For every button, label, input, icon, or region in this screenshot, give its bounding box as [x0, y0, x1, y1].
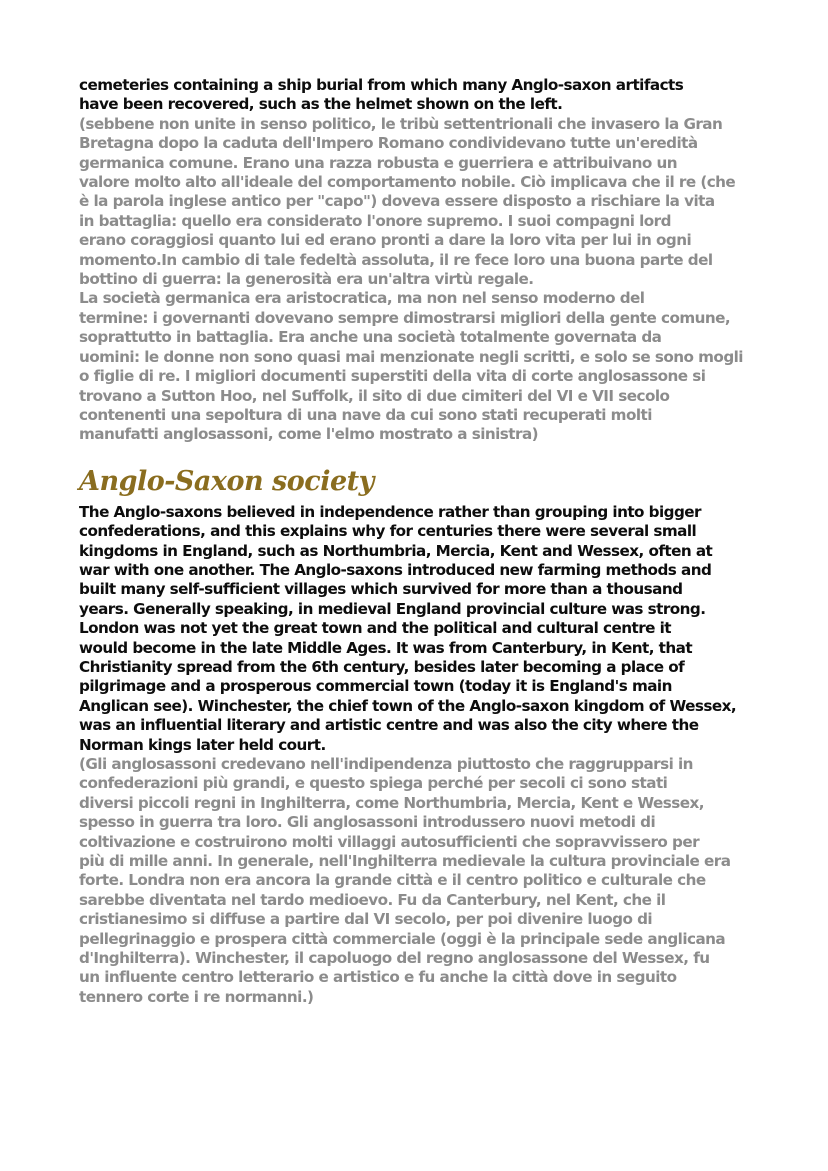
text-line: tennero corte i re normanni.): [79, 987, 314, 1006]
text-line: trovano a Sutton Hoo, nel Suffolk, il sito di due cimiteri del VI e VII secolo: [79, 386, 670, 405]
text-line: in battaglia: quello era considerato l'onore supremo. I suoi compagni lord: [79, 211, 671, 230]
text-line: years. Generally speaking, in medieval England provincial culture was strong.: [79, 599, 706, 618]
text-line: Bretagna dopo la caduta dell'Impero Romano condividevano tutte un'eredità: [79, 134, 698, 153]
text-line: pilgrimage and a prosperous commercial town (today it is England's main: [79, 677, 672, 696]
text-line: cemeteries containing a ship burial from which many Anglo-saxon artifacts: [79, 76, 684, 94]
text-line: built many self-sufficient villages which survived for more than a thousand: [79, 580, 683, 599]
italian-translation-1: [79, 115, 759, 445]
text-line: bottino di guerra: la generosità era un'altra virtù regale.: [79, 270, 534, 289]
text-line: contenenti una sepoltura di una nave da cui sono stati recuperati molti: [79, 405, 652, 424]
text-line: soprattutto in battaglia. Era anche una società totalmente governata da: [79, 328, 662, 347]
text-line: The Anglo-saxons believed in independence rather than grouping into bigger: [79, 502, 701, 521]
text-line: have been recovered, such as the helmet shown on the left.: [79, 95, 563, 114]
section-title: Anglo-Saxon society: [79, 465, 374, 497]
text-line: un influente centro letterario e artistico e fu anche la città dove in seguito: [79, 968, 677, 987]
english-paragraph-2: [79, 503, 759, 755]
text-line: La società germanica era aristocratica, ma non nel senso moderno del: [79, 289, 645, 308]
text-line: would become in the late Middle Ages. It was from Canterbury, in Kent, that: [79, 638, 693, 657]
text-line: è la parola inglese antico per "capo") doveva essere disposto a rischiare la vita: [79, 192, 715, 211]
document-page: [79, 76, 759, 1007]
text-line: (sebbene non unite in senso politico, le tribù settentrionali che invasero la Gran: [79, 114, 723, 133]
text-line: spesso in guerra tra loro. Gli anglosassoni introdussero nuovi metodi di: [79, 813, 656, 832]
text-line: London was not yet the great town and the political and cultural centre it: [79, 619, 671, 638]
text-line: was an influential literary and artistic centre and was also the city where the: [79, 716, 699, 735]
text-line: pellegrinaggio e prospera città commerciale (oggi è la principale sede anglicana: [79, 929, 726, 948]
text-line: d'Inghilterra). Winchester, il capoluogo del regno anglosassone del Wessex, fu: [79, 949, 710, 968]
text-line: momento.In cambio di tale fedeltà assoluta, il re fece loro una buona parte del: [79, 250, 713, 269]
text-line: war with one another. The Anglo-saxons introduced new farming methods and: [79, 560, 712, 579]
text-line: germanica comune. Erano una razza robusta e guerriera e attribuivano un: [79, 153, 678, 172]
italian-translation-2: [79, 755, 759, 1007]
text-line: Anglican see). Winchester, the chief town of the Anglo-saxon kingdom of Wessex,: [79, 696, 737, 715]
text-line: cristianesimo si diffuse a partire dal VI secolo, per poi divenire luogo di: [79, 910, 653, 929]
text-line: manufatti anglosassoni, come l'elmo mostrato a sinistra): [79, 425, 539, 444]
text-line: Norman kings later held court.: [79, 735, 326, 754]
text-line: Christianity spread from the 6th century, besides later becoming a place of: [79, 657, 685, 676]
text-line: sarebbe diventata nel tardo medioevo. Fu da Canterbury, nel Kent, che il: [79, 890, 666, 909]
text-line: coltivazione e costruirono molti villaggi autosufficienti che sopravvissero per: [79, 832, 700, 851]
text-line: più di mille anni. In generale, nell'Inghilterra medievale la cultura provinciale era: [79, 852, 731, 871]
text-line: kingdoms in England, such as Northumbria, Mercia, Kent and Wessex, often at: [79, 541, 713, 560]
text-line: erano coraggiosi quanto lui ed erano pronti a dare la loro vita per lui in ogni: [79, 231, 692, 250]
english-paragraph-1: [79, 76, 759, 115]
text-line: o figlie di re. I migliori documenti superstiti della vita di corte anglosassone si: [79, 367, 706, 386]
text-line: (Gli anglosassoni credevano nell'indipendenza piuttosto che raggrupparsi in: [79, 755, 693, 773]
text-line: diversi piccoli regni in Inghilterra, come Northumbria, Mercia, Kent e Wessex,: [79, 793, 704, 812]
text-line: uomini: le donne non sono quasi mai menzionate negli scritti, e solo se sono mogli: [79, 347, 743, 366]
text-line: termine: i governanti dovevano sempre dimostrarsi migliori della gente comune,: [79, 308, 731, 327]
text-line: valore molto alto all'ideale del comportamento nobile. Ciò implicava che il re (che: [79, 173, 736, 192]
text-line: confederazioni più grandi, e questo spiega perché per secoli ci sono stati: [79, 774, 668, 793]
text-line: forte. Londra non era ancora la grande città e il centro politico e culturale che: [79, 871, 706, 890]
text-line: confederations, and this explains why for centuries there were several small: [79, 522, 697, 541]
